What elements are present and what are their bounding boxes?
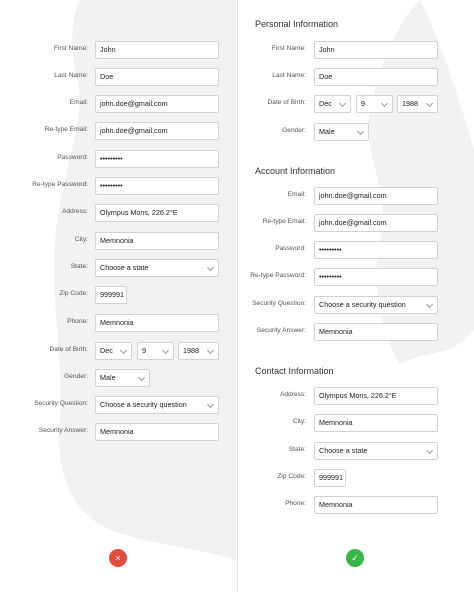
r-security-answer-input[interactable]: Memnonia [314,323,438,341]
r-password-input[interactable]: ••••••••• [314,241,438,259]
checkmark-icon: ✓ [351,553,359,563]
chevron-down-icon [339,100,346,107]
zip-label: Zip Code: [59,290,88,297]
last-name-input[interactable]: Doe [95,68,219,86]
r-password-row [0,241,474,259]
dob-year-value: 1988 [183,346,199,355]
r-state-value: Choose a state [319,446,368,455]
first-name-label: First Name: [53,45,88,52]
chevron-down-icon [426,447,433,454]
r-dob-row [0,95,474,113]
password-input[interactable]: ••••••••• [95,150,219,168]
r-phone-row [0,496,474,514]
chevron-down-icon [426,301,433,308]
r-dob-month-select[interactable] [314,95,351,113]
r-password-label: Password: [275,245,306,252]
confirm-button[interactable] [346,549,364,567]
r-first-name-row [0,41,474,59]
r-retype-password-row [0,268,474,286]
chevron-down-icon [426,100,433,107]
last-name-label: Last Name: [54,72,88,79]
address-label: Address: [61,208,88,215]
personal-information-title: Personal Information [255,19,339,29]
r-email-row [0,187,474,205]
r-security-question-row [0,296,474,314]
security-question-value: Choose a security question [100,400,187,409]
r-dob-day-select[interactable] [356,95,393,113]
r-city-input[interactable]: Memnonia [314,414,438,432]
r-first-name-input[interactable]: John [314,41,438,59]
r-address-row [0,387,474,405]
dob-month-value: Dec [100,346,113,355]
security-question-label: Security Question: [34,400,88,407]
r-state-label: State: [288,446,306,453]
city-label: City: [74,236,88,243]
r-gender-row [0,123,474,141]
r-last-name-label: Last Name: [272,72,306,79]
address-input[interactable]: Olympus Mons, 226.2°E [95,204,219,222]
r-security-question-label: Security Question: [252,300,306,307]
state-select-value: Choose a state [100,263,149,272]
r-retype-email-row [0,214,474,232]
r-address-input[interactable]: Olympus Mons, 226.2°E [314,387,438,405]
retype-password-input[interactable]: ••••••••• [95,177,219,195]
r-retype-password-input[interactable]: ••••••••• [314,268,438,286]
r-state-select[interactable] [314,442,438,460]
r-dob-day-value: 9 [361,99,365,108]
gender-label: Gender: [64,373,88,380]
r-email-input[interactable]: john.doe@gmail.com [314,187,438,205]
gender-select-value: Male [100,373,116,382]
close-icon: × [115,553,121,563]
r-zip-input[interactable]: 999991 [314,469,346,487]
r-phone-input[interactable]: Memnonia [314,496,438,514]
r-dob-label: Date of Birth: [267,99,306,106]
r-address-label: Address: [279,391,306,398]
state-label: State: [70,263,88,270]
r-city-label: City: [292,418,306,425]
r-phone-label: Phone: [285,500,306,507]
r-security-question-value: Choose a security question [319,300,406,309]
email-label: Email: [69,99,88,106]
r-dob-year-select[interactable] [397,95,438,113]
password-label: Password: [57,154,88,161]
r-gender-select[interactable] [314,123,369,141]
retype-email-label: Re-type Email: [44,126,88,133]
r-dob-year-value: 1988 [402,99,418,108]
phone-label: Phone: [67,318,88,325]
chevron-down-icon [357,128,364,135]
r-last-name-input[interactable]: Doe [314,68,438,86]
r-gender-value: Male [319,127,335,136]
dob-day-value: 9 [142,346,146,355]
r-retype-email-label: Re-type Email: [262,218,306,225]
chevron-down-icon [381,100,388,107]
account-information-title: Account Information [255,166,336,176]
r-city-row [0,414,474,432]
r-zip-label: Zip Code: [277,473,306,480]
email-input[interactable]: john.doe@gmail.com [95,95,219,113]
first-name-input[interactable]: John [95,41,219,59]
dob-label: Date of Birth: [49,346,88,353]
security-answer-label: Security Answer: [38,427,88,434]
city-input[interactable]: Memnonia [95,232,219,250]
r-dob-month-value: Dec [319,99,332,108]
r-retype-password-label: Re-type Password: [250,272,306,279]
security-answer-input[interactable]: Memnonia [95,423,219,441]
r-zip-row [0,469,474,487]
contact-information-title: Contact Information [255,366,334,376]
r-state-row [0,442,474,460]
r-security-question-select[interactable] [314,296,438,314]
r-gender-label: Gender: [282,127,306,134]
r-last-name-row [0,68,474,86]
r-security-answer-row [0,323,474,341]
retype-password-label: Re-type Password: [32,181,88,188]
r-first-name-label: First Name: [271,45,306,52]
retype-email-input[interactable]: john.doe@gmail.com [95,122,219,140]
r-email-label: Email: [287,191,306,198]
zip-input[interactable]: 999991 [95,286,127,304]
r-security-answer-label: Security Answer: [256,327,306,334]
r-retype-email-input[interactable]: john.doe@gmail.com [314,214,438,232]
phone-input[interactable]: Memnonia [95,314,219,332]
